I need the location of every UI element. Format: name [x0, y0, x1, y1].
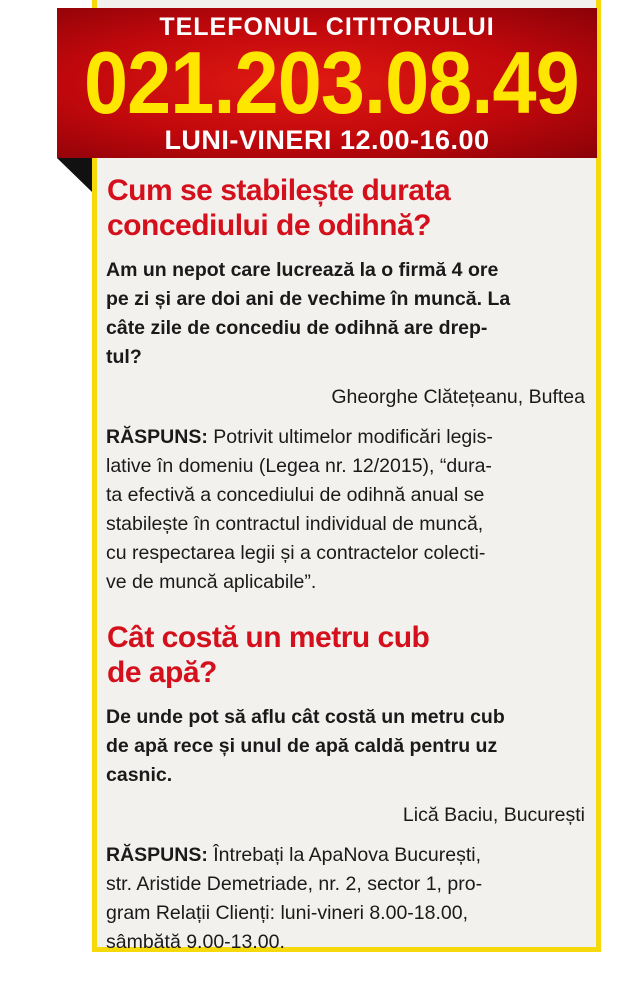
question-line: de apă rece și unul de apă caldă pentru uz: [106, 735, 498, 757]
article-1-signature: Gheorghe Clătețeanu, Buftea: [331, 386, 585, 408]
banner-title: TELEFONUL CITITORULUI: [159, 13, 495, 41]
reader-phone-banner: [57, 8, 597, 158]
heading-line: Cât costă un metru cub: [107, 621, 430, 654]
answer-line: ve de muncă aplicabile”.: [106, 571, 317, 593]
article-2-answer: [106, 841, 482, 957]
answer-line: ta efectivă a concediului de odihnă anual se: [106, 484, 485, 506]
answer-line: cu respectarea legii și a contractelor colecti-: [106, 542, 486, 564]
banner-hours: LUNI-VINERI 12.00-16.00: [164, 125, 490, 155]
heading-line: Cum se stabilește durata: [107, 174, 451, 207]
banner-fold: [57, 158, 92, 192]
article-2-signature: Lică Baciu, București: [402, 804, 585, 826]
answer-label: RĂSPUNS:: [106, 844, 208, 866]
question-line: câte zile de concediu de odihnă are drep-: [106, 317, 488, 339]
answer-line: Întrebați la ApaNova București,: [207, 844, 481, 866]
question-line: Am un nepot care lucrează la o firmă 4 ore: [106, 259, 499, 281]
question-line: tul?: [106, 346, 142, 368]
article-1-question: [106, 256, 510, 372]
article-2-heading: [107, 620, 429, 690]
answer-line: gram Relații Clienți: luni-vineri 8.00-18.00,: [106, 902, 468, 924]
question-line: pe zi și are doi ani de vechime în muncă. La: [106, 288, 511, 310]
phone-number: 021.203.08.49: [84, 33, 579, 132]
answer-line: lative în domeniu (Legea nr. 12/2015), “dura-: [106, 455, 492, 477]
answer-line: sâmbătă 9.00-13.00.: [106, 931, 285, 953]
answer-line: str. Aristide Demetriade, nr. 2, sector 1, pro-: [106, 873, 483, 895]
question-line: casnic.: [106, 764, 173, 786]
article-2-question: [106, 703, 505, 790]
answer-label: RĂSPUNS:: [106, 426, 208, 448]
article-1-answer: [106, 423, 493, 597]
heading-line: concediului de odihnă?: [107, 209, 432, 242]
question-line: De unde pot să aflu cât costă un metru cub: [106, 706, 505, 728]
heading-line: de apă?: [107, 656, 217, 689]
answer-line: Potrivit ultimelor modificări legis-: [207, 426, 493, 448]
article-1-heading: [107, 173, 450, 243]
answer-line: stabilește în contractul individual de muncă,: [106, 513, 484, 535]
